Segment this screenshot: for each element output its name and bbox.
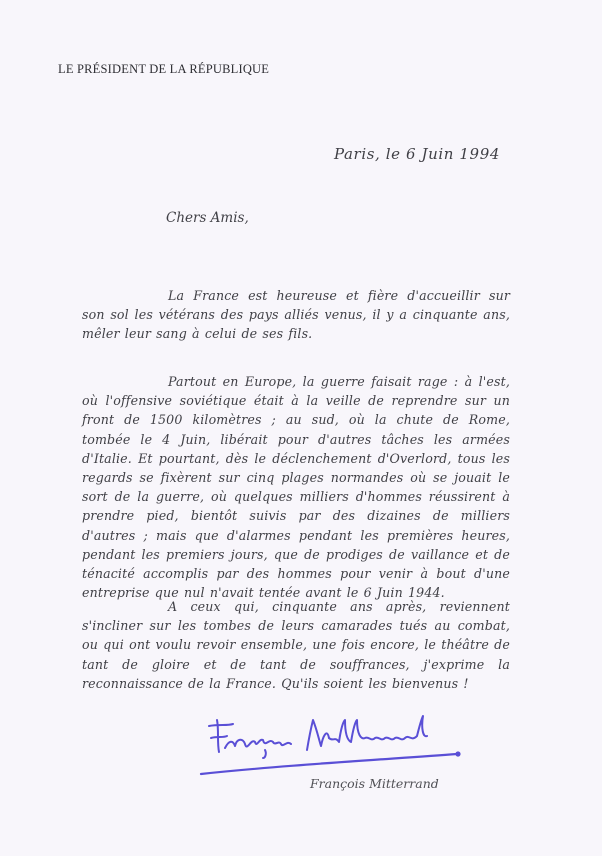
salutation: Chers Amis, — [166, 210, 249, 226]
paragraph-1: La France est heureuse et fière d'accueillir sur son sol les vétérans des pays alliés venus, il y a cinquante ans, mêler leur sang à celui de ses fils. — [82, 288, 510, 342]
signature-ink-icon — [195, 708, 475, 778]
printed-name: François Mitterrand — [310, 776, 439, 791]
paragraph-2: Partout en Europe, la guerre faisait rage : à l'est, où l'offensive soviétique était à la veille de reprendre sur un front de 1500 kilomètres ; au sud, où la chute de Rome, tombée le 4 Juin, libérait pour d'autres tâches les armées d'Italie. Et pourtant, dès le déclenchement d'Overlord, tous les regards se fixèrent sur cinq plages normandes où se jouait le sort de la guerre, où quelques milliers d'hommes réussirent à prendre pied, bientôt suivis par des dizaines de milliers d'autres ; mais que d'alarmes pendant les premières heures, pendant les premiers jours, que de prodiges de vaillance et de ténacité accomplis par des hommes pour venir à bout d'une entreprise que nul n'avait tentée avant le 6 Juin 1944. — [82, 374, 510, 601]
handwritten-signature — [195, 708, 475, 778]
letterhead: LE PRÉSIDENT DE LA RÉPUBLIQUE — [58, 62, 270, 76]
paragraph-3: A ceux qui, cinquante ans après, reviennent s'incliner sur les tombes de leurs camarades tués au combat, ou qui ont voulu revoir ensemble, une fois encore, le théâtre de tant de gloire et de tant de souffrances, j'exprime la reconnaissance de la France. Qu'ils soient les bienvenus ! — [82, 599, 510, 691]
date-line: Paris, le 6 Juin 1994 — [334, 145, 500, 163]
